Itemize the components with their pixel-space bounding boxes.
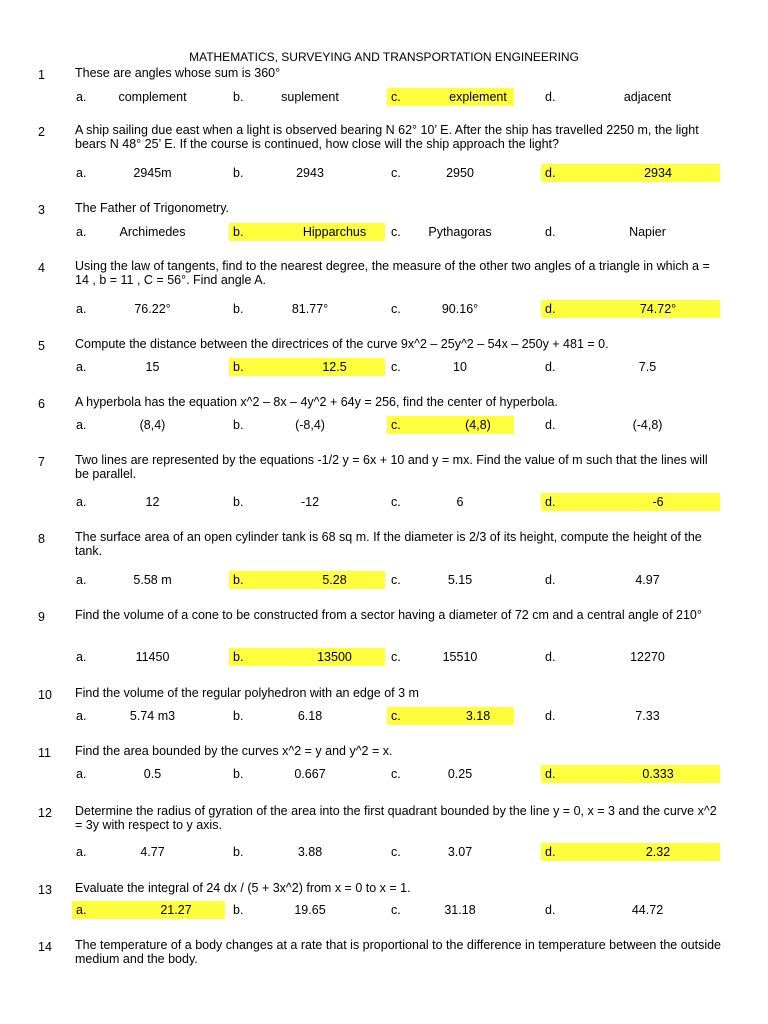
option-value: suplement	[281, 90, 339, 104]
option-value: (8,4)	[139, 418, 166, 432]
option-label: a.	[76, 767, 87, 781]
question-number: 9	[38, 610, 45, 624]
option-label: b.	[229, 571, 284, 589]
option-label: a.	[76, 418, 87, 432]
option-label: c.	[391, 845, 401, 859]
option-label: c.	[387, 88, 442, 106]
question-number: 4	[38, 261, 45, 275]
option-value: 0.5	[143, 767, 162, 781]
option-value: 4.97	[635, 573, 660, 587]
option-value: 7.5	[638, 360, 657, 374]
option-value: 11450	[135, 650, 170, 664]
option-label: c.	[391, 650, 401, 664]
question-text: Two lines are represented by the equations -1/2 y = 6x + 10 and y = mx. Find the value of m such that the lines will be parallel.	[75, 453, 708, 481]
option-label: b.	[233, 709, 244, 723]
option-label: d.	[545, 903, 556, 917]
option-label: d.	[541, 493, 596, 511]
option-label: b.	[233, 90, 244, 104]
option-value: 2950	[446, 166, 474, 180]
option-value: 76.22°	[134, 302, 171, 316]
option-label: b.	[229, 223, 284, 241]
option-value: 12270	[630, 650, 665, 664]
option-value: 2945m	[133, 166, 172, 180]
option-value: 4.77	[140, 845, 165, 859]
option-label: c.	[387, 416, 442, 434]
option-label: c.	[391, 903, 401, 917]
option-value: -12	[300, 495, 320, 509]
answer-value-highlighted: 74.72°	[596, 300, 720, 318]
question-number: 11	[38, 746, 51, 760]
option-value: Pythagoras	[428, 225, 492, 239]
option-value: 10	[453, 360, 467, 374]
option-label: b.	[233, 495, 244, 509]
option-label: d.	[545, 573, 556, 587]
question-text: A hyperbola has the equation x^2 – 8x – 4y^2 + 64y = 256, find the center of hyperbola.	[75, 395, 558, 409]
option-label: d.	[545, 418, 556, 432]
answer-value-highlighted: 3.18	[442, 707, 514, 725]
question-text: The Father of Trigonometry.	[75, 201, 229, 215]
option-label: c.	[391, 225, 401, 239]
answer-value-highlighted: 2934	[596, 164, 720, 182]
answer-value-highlighted: (4,8)	[442, 416, 514, 434]
option-value: Archimedes	[119, 225, 186, 239]
question-number: 12	[38, 806, 52, 820]
option-value: complement	[118, 90, 187, 104]
option-label: a.	[76, 573, 87, 587]
option-label: a.	[76, 495, 87, 509]
question-text: The temperature of a body changes at a rate that is proportional to the difference in temperature between the outside medium and the body.	[75, 938, 722, 966]
answer-value-highlighted: 12.5	[284, 358, 385, 376]
option-label: d.	[545, 709, 556, 723]
option-value: 12	[145, 495, 160, 509]
answer-value-highlighted: 5.28	[284, 571, 385, 589]
option-label: b.	[233, 845, 244, 859]
option-value: 6.18	[297, 709, 323, 723]
question-number: 13	[38, 883, 52, 897]
option-label: c.	[387, 707, 442, 725]
option-label: b.	[229, 648, 284, 666]
option-value: 0.667	[294, 767, 326, 781]
option-value: 81.77°	[291, 302, 329, 316]
option-value: 90.16°	[441, 302, 479, 316]
question-number: 5	[38, 339, 45, 353]
question-number: 1	[38, 68, 45, 82]
answer-value-highlighted: 0.333	[596, 765, 720, 783]
option-value: 2943	[296, 166, 324, 180]
option-value: 3.88	[297, 845, 323, 859]
option-label: c.	[391, 166, 401, 180]
option-label: a.	[76, 845, 87, 859]
question-number: 7	[38, 455, 45, 469]
question-text: Find the volume of a cone to be constructed from a sector having a diameter of 72 cm and a central angle of 210°	[75, 608, 702, 622]
option-label: a.	[76, 650, 87, 664]
answer-value-highlighted: -6	[596, 493, 720, 511]
answer-value-highlighted: 2.32	[596, 843, 720, 861]
answer-value-highlighted: 13500	[284, 648, 385, 666]
option-label: b.	[233, 903, 244, 917]
question-text: The surface area of an open cylinder tank is 68 sq m. If the diameter is 2/3 of its height, compute the height of the tank.	[75, 530, 702, 558]
option-value: 44.72	[631, 903, 664, 917]
option-value: 15	[145, 360, 160, 374]
option-label: c.	[391, 495, 401, 509]
option-value: (-4,8)	[632, 418, 663, 432]
option-value: 15510	[442, 650, 478, 664]
question-text: These are angles whose sum is 360°	[75, 66, 281, 80]
option-value: Napier	[629, 225, 666, 239]
question-number: 14	[38, 940, 52, 954]
question-number: 3	[38, 203, 45, 217]
question-number: 6	[38, 397, 45, 411]
option-label: d.	[545, 360, 556, 374]
question-text: A ship sailing due east when a light is observed bearing N 62° 10’ E. After the ship has travelled 2250 m, the light bears N 48° 25’ E. If the course is continued, how close will the ship approach the light?	[75, 123, 699, 151]
option-value: 7.33	[635, 709, 660, 723]
option-value: 6	[456, 495, 464, 509]
option-label: d.	[545, 225, 556, 239]
option-label: c.	[391, 767, 401, 781]
question-text: Find the area bounded by the curves x^2 = y and y^2 = x.	[75, 744, 393, 758]
option-label: a.	[76, 302, 87, 316]
question-number: 8	[38, 532, 45, 546]
option-label: a.	[76, 90, 87, 104]
option-value: 0.25	[447, 767, 473, 781]
question-text: Evaluate the integral of 24 dx / (5 + 3x^2) from x = 0 to x = 1.	[75, 881, 411, 895]
option-value: 31.18	[444, 903, 476, 917]
option-label: b.	[229, 358, 284, 376]
option-label: b.	[233, 166, 244, 180]
option-label: b.	[233, 302, 244, 316]
option-label: a.	[76, 709, 87, 723]
option-value: 5.15	[447, 573, 473, 587]
option-value: adjacent	[623, 90, 672, 104]
answer-value-highlighted: Hipparchus	[284, 223, 385, 241]
answer-value-highlighted: explement	[442, 88, 514, 106]
option-label: c.	[391, 573, 401, 587]
option-value: 3.07	[447, 845, 473, 859]
option-value: (-8,4)	[295, 418, 325, 432]
option-label: b.	[233, 767, 244, 781]
option-label: d.	[541, 300, 596, 318]
question-text: Find the volume of the regular polyhedron with an edge of 3 m	[75, 686, 419, 700]
option-label: d.	[545, 650, 556, 664]
option-label: d.	[545, 90, 556, 104]
option-label: a.	[76, 225, 87, 239]
question-number: 10	[38, 688, 52, 702]
option-label: d.	[541, 765, 596, 783]
answer-value-highlighted: 21.27	[127, 901, 225, 919]
question-text: Compute the distance between the directrices of the curve 9x^2 – 25y^2 – 54x – 250y + 481 = 0.	[75, 337, 609, 351]
option-label: d.	[541, 164, 596, 182]
page-title: MATHEMATICS, SURVEYING AND TRANSPORTATION ENGINEERING	[189, 50, 579, 64]
option-label: c.	[391, 360, 401, 374]
option-label: a.	[72, 901, 127, 919]
option-label: a.	[76, 166, 87, 180]
question-number: 2	[38, 125, 45, 139]
option-label: c.	[391, 302, 401, 316]
option-label: b.	[233, 418, 244, 432]
question-text: Using the law of tangents, find to the nearest degree, the measure of the other two angles of a triangle in which a = 14 , b = 11 , C = 56°. Find angle A.	[75, 259, 710, 287]
option-value: 5.74 m3	[129, 709, 176, 723]
option-label: d.	[541, 843, 596, 861]
option-value: 19.65	[294, 903, 326, 917]
option-label: a.	[76, 360, 87, 374]
option-value: 5.58 m	[133, 573, 172, 587]
question-text: Determine the radius of gyration of the area into the first quadrant bounded by the line y = 0, x = 3 and the curve x^2 = 3y with respect to y axis.	[75, 804, 717, 832]
